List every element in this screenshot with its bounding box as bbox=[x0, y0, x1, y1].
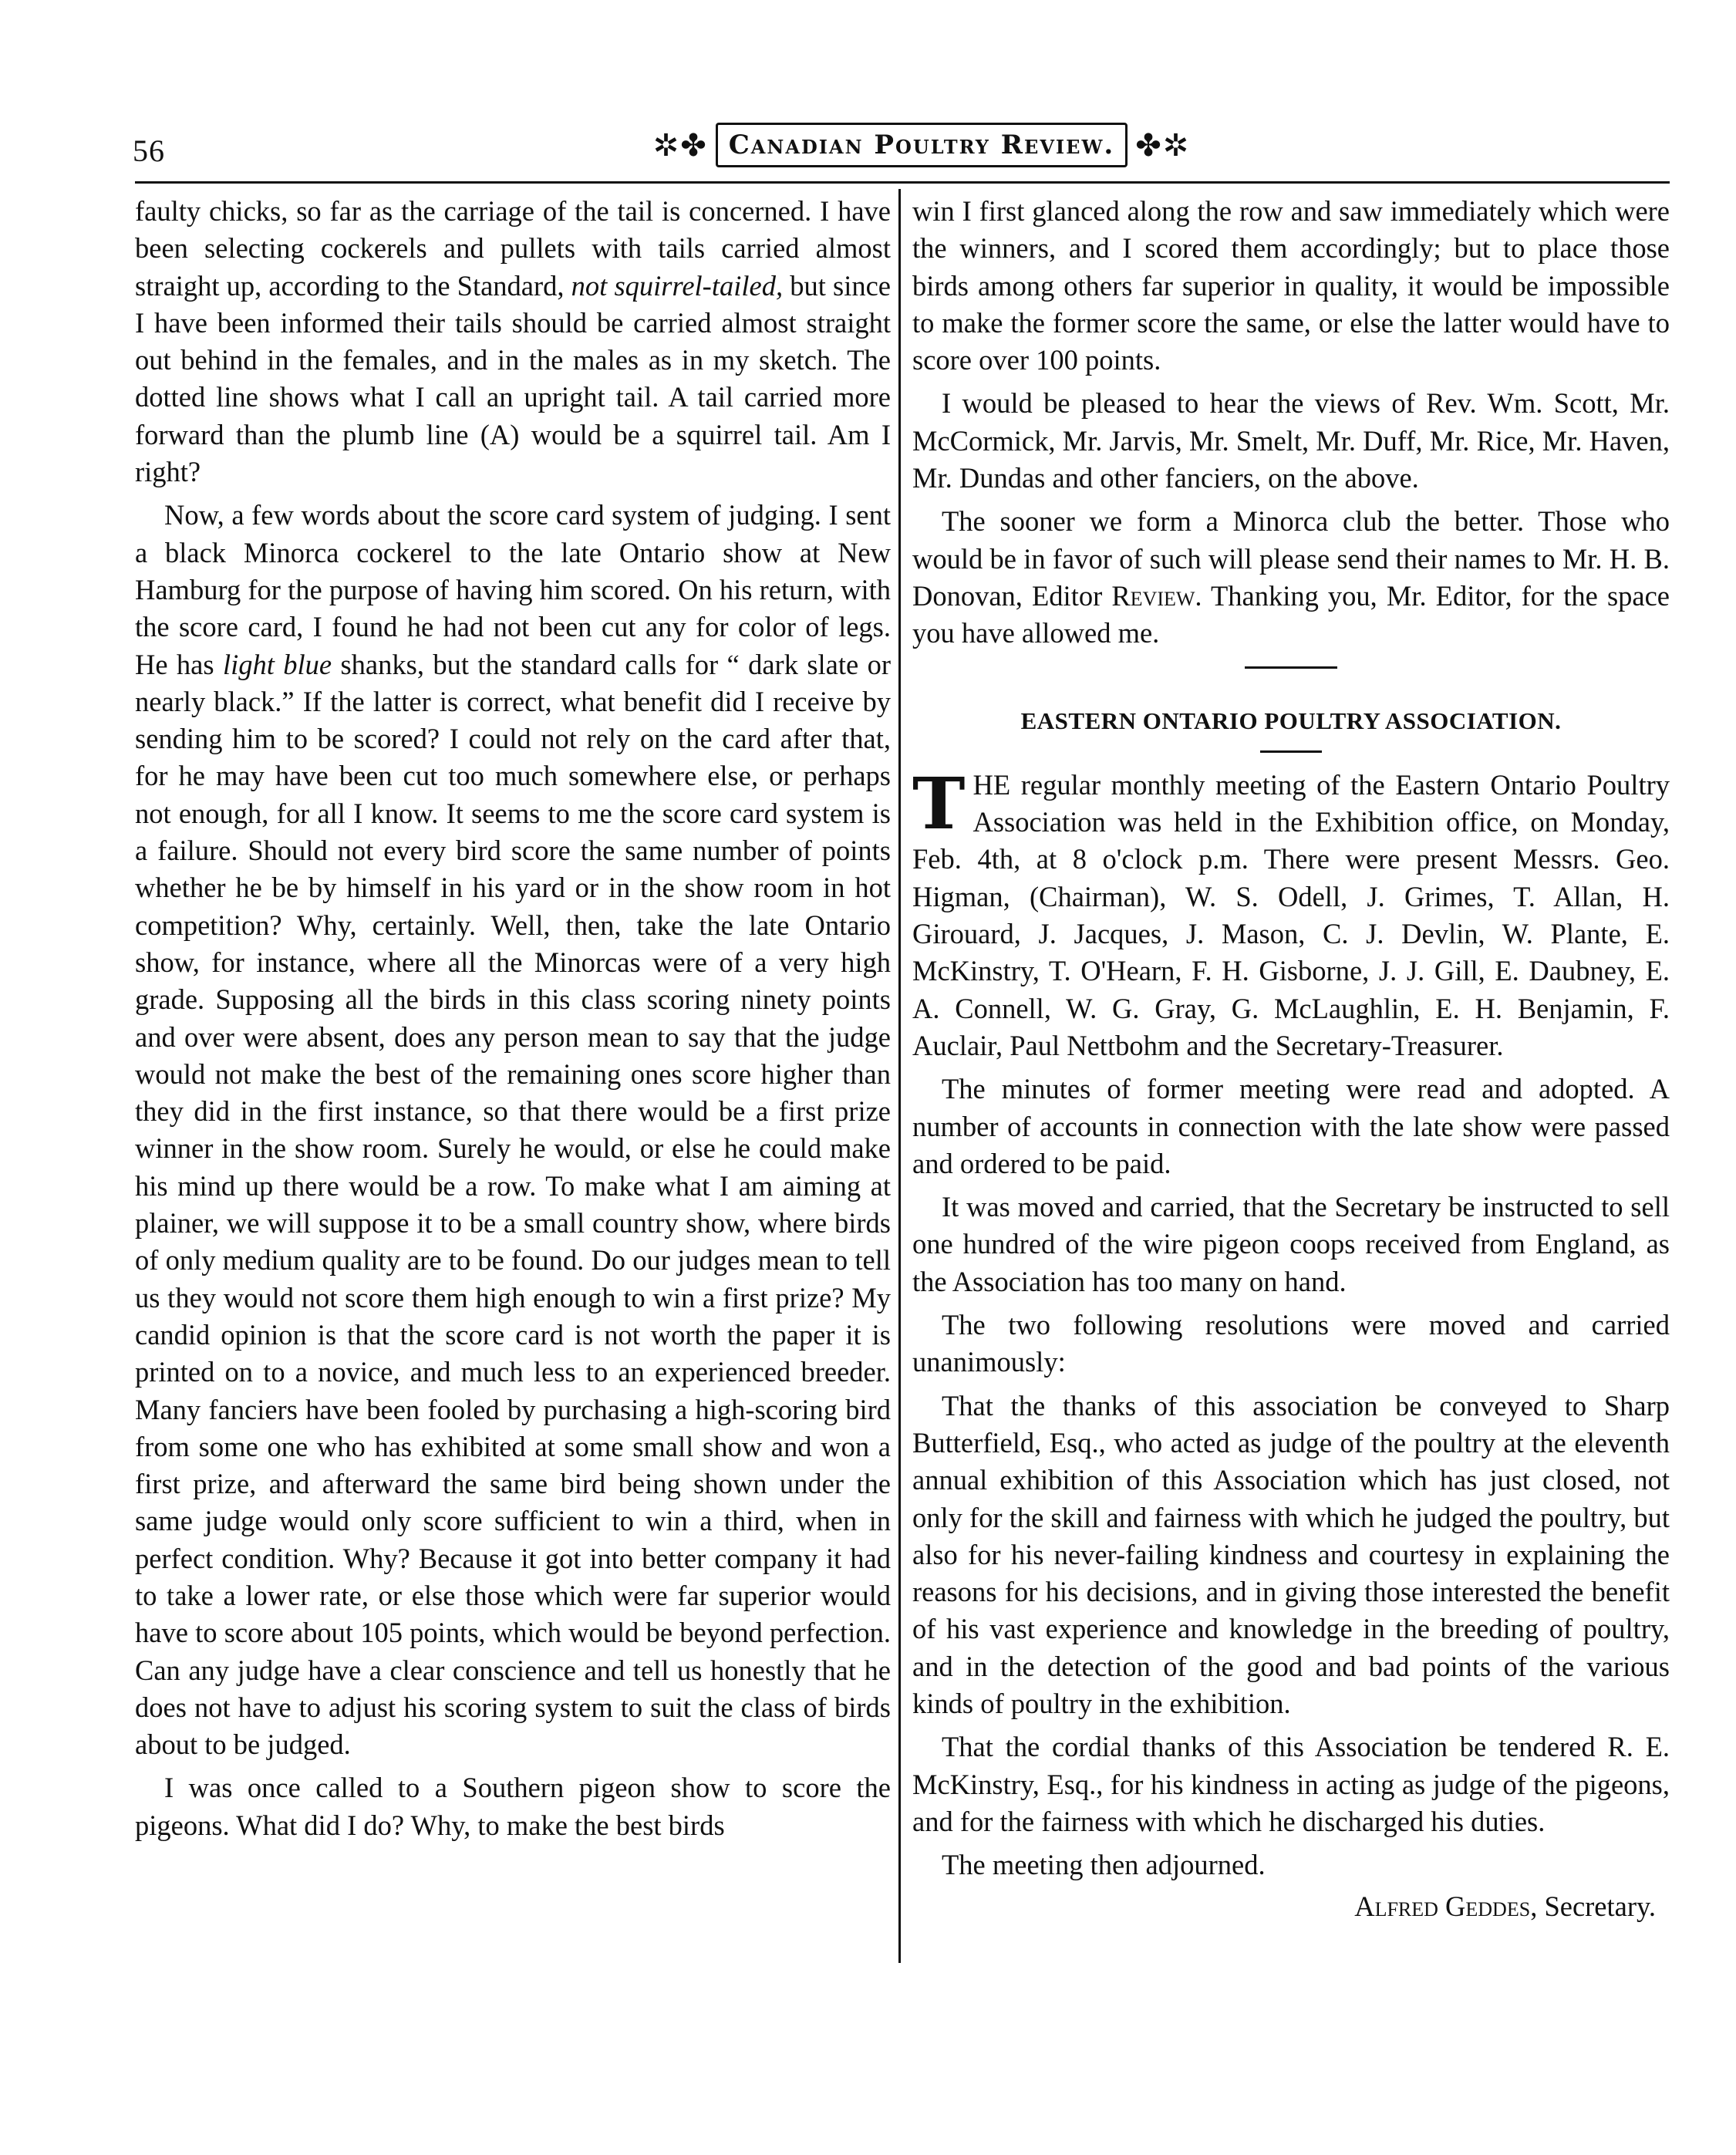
ornament-left-icon: ✲✤ bbox=[652, 127, 708, 163]
paragraph bbox=[135, 193, 891, 491]
paragraph bbox=[912, 503, 1670, 652]
column-divider bbox=[898, 189, 901, 1963]
left-column bbox=[135, 193, 891, 1844]
text-run: . Thanking you, Mr. Editor, for the space you have allowed me. bbox=[912, 579, 1670, 649]
paragraph: The two following resolutions were moved and carried unanimously: bbox=[912, 1309, 1670, 1378]
paragraph: The meeting then adjourned. bbox=[942, 1849, 1266, 1881]
header-rule bbox=[135, 181, 1670, 184]
paragraph: win I first glanced along the row and saw immediately which were the winners, and I scored them accordingly; but to place those birds among others far superior in quality, it would be impossible to make the former score the same, or else the latter would have to score over 100 points. bbox=[912, 195, 1670, 376]
text-run: HE regular monthly meeting of the Eastern Ontario Poultry Association was held in the Exhibition office, on Monday, Feb. 4th, at 8 o'clock p.m. There were present Messrs. Geo. Higman, (Chairman), W. S. Odell, J. Grimes, T. Allan, H. Girouard, J. Jacques, J. Mason, C. J. Devlin, W. Plante, E. McKinstry, T. O'Hearn, F. H. Gisborne, J. J. Gill, E. Daubney, E. A. Connell, W. G. Gray, G. McLaughlin, E. H. Benjamin, F. Auclair, Paul Nettbohm and the Secretary-Treasurer. bbox=[912, 768, 1670, 1061]
heading-rule bbox=[1260, 750, 1322, 753]
review-small-caps: Review bbox=[1111, 579, 1195, 612]
text-run: The sooner we form a Minorca club the better. Those who would be in favor of such will please send their names to Mr. H. B. Donovan, Editor bbox=[912, 505, 1670, 612]
page-number: 56 bbox=[133, 133, 165, 168]
section-heading: EASTERN ONTARIO POULTRY ASSOCIATION. bbox=[1020, 707, 1562, 734]
italic-text: not squirrel-tailed, bbox=[571, 269, 784, 302]
paragraph: I was once called to a Southern pigeon show to score the pigeons. What did I do? Why, to make the best birds bbox=[135, 1772, 891, 1841]
text-run: but since I have been informed their tails should be carried almost straight out behind in the females, and in the males as in my sketch. The dotted line shows what I call an upright tail. A tail carried more forward than the plumb line (A) would be a squirrel tail. Am I right? bbox=[135, 269, 891, 488]
masthead-title: Canadian Poultry Review. bbox=[716, 123, 1128, 167]
signature bbox=[912, 1888, 1670, 1925]
text-run: faulty chicks, so far as the carriage of the tail is concerned. I have been selecting cockerels and pullets with tails carried almost straight up, according to the Standard, bbox=[135, 195, 891, 302]
paragraph: That the thanks of this association be conveyed to Sharp Butterfield, Esq., who acted as judge of the poultry at the eleventh annual exhibition of this Association which has just closed, not only for the skill and fairness with which he judged the poultry, but also for his never-failing kindness and courtesy in explaining the reasons for his decisions, and in giving those interested the benefit of his vast experience and knowledge in the breeding of poultry, and in the detection of the good and bad points of the various kinds of poultry in the exhibition. bbox=[912, 1389, 1670, 1719]
paragraph bbox=[912, 761, 1670, 1064]
masthead bbox=[640, 116, 1203, 174]
text-run: Now, a few words about the score card system of judging. I sent a black Minorca cockerel to the late Ontario show at New Hamburg for the purpose of having him scored. On his return, with the score card, I found he had not been cut any for color of legs. He has bbox=[135, 499, 891, 680]
signature-name: Alfred Geddes bbox=[1354, 1890, 1531, 1923]
italic-text: light blue bbox=[222, 648, 332, 680]
signature-title: , Secretary. bbox=[1530, 1890, 1656, 1923]
paragraph: It was moved and carried, that the Secretary be instructed to sell one hundred of the wire pigeon coops received from England, as the Association has too many on hand. bbox=[912, 1191, 1670, 1297]
paragraph: I would be pleased to hear the views of Rev. Wm. Scott, Mr. McCormick, Mr. Jarvis, Mr. Smelt, Mr. Duff, Mr. Rice, Mr. Haven, Mr. Dundas and other fanciers, on the above. bbox=[912, 387, 1670, 494]
right-column bbox=[912, 193, 1670, 1926]
ornament-right-icon: ✤✲ bbox=[1135, 127, 1191, 163]
text-run: shanks, but the standard calls for “ dark slate or nearly black.” If the latter is correct, what benefit did I receive by sending him to be scored? I could not rely on the card after that, for he may have been cut too much somewhere else, or perhaps not enough, for all I know. It seems to me the score card system is a failure. Should not every bird score the same number of points whether he be by himself in his yard or in the show room in hot competition? Why, certainly. Well, then, take the late Ontario show, for instance, where all the Minorcas were of a very high grade. Supposing all the birds in this class scoring ninety points and over were absent, does any person mean to say that the judge would not make the best of the remaining ones score higher than they did in the first instance, so that there would be a first prize winner in the show room. Surely he would, or else he could make his mind up there would be a row. To make what I am aiming at plainer, we will suppose it to be a small country show, where birds of only medium quality are to be found. Do our judges mean to tell us they would not score them high enough to win a first prize? My candid opinion is that the score card is not worth the paper it is printed on to a novice, and much less to an experienced breeder. Many fanciers have been fooled by purchasing a high-scoring bird from some one who has exhibited at some small show and won a first prize, and afterward the same bird being shown under the same judge would only score sufficient to win a third, when in perfect condition. Why? Because it got into better company it had to take a lower rate, or else those which were far superior would have to score about 105 points, which would be beyond perfection. Can any judge have a clear conscience and tell us honestly that he does not have to adjust his scoring system to suit the class of birds about to be judged. bbox=[135, 648, 891, 1761]
paragraph: The minutes of former meeting were read and adopted. A number of accounts in connection with the late show were passed and ordered to be paid. bbox=[912, 1073, 1670, 1179]
paragraph: That the cordial thanks of this Association be tendered R. E. McKinstry, Esq., for his kindness in acting as judge of the pigeons, and for the fairness with which he discharged his duties. bbox=[912, 1731, 1670, 1837]
drop-cap: T bbox=[912, 761, 966, 845]
section-rule bbox=[1245, 666, 1337, 669]
paragraph bbox=[135, 497, 891, 1763]
